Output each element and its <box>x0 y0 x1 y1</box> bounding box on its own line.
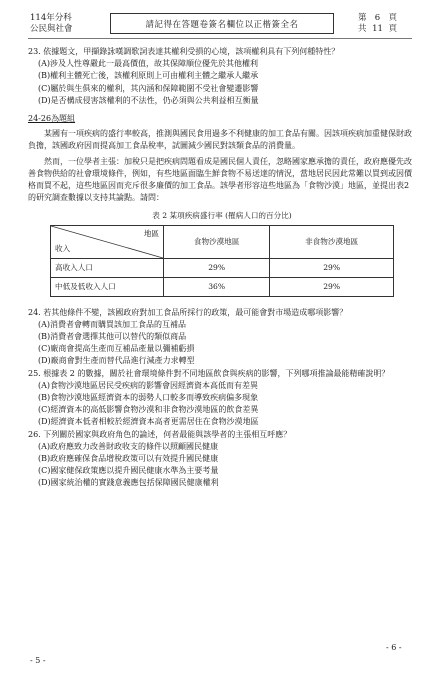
page-label-a: 第 <box>358 13 367 23</box>
page-label-b: 頁 <box>388 13 398 23</box>
table-title: 表 2 某項疾病盛行率 (罹病人口的百分比) <box>152 211 292 221</box>
row-label-high-income: 高收入人口 <box>51 258 164 277</box>
footer-page-left: - 5 - <box>30 656 46 665</box>
option-d: (D)廠商會對生產而替代品進行減產力求轉型 <box>38 356 195 366</box>
question-stem: 24. 若其他條件不變，該國政府對加工食品所採行的政策，最可能會對市場造成哪項影響？ <box>28 307 348 317</box>
group-heading: 24-26為題組 <box>28 114 76 124</box>
column-header-non-food-desert: 非食物沙漠地區 <box>270 225 394 258</box>
option-b: (B)政府應確保食品增稅政策可以有效提升國民健康 <box>38 454 219 464</box>
question-26 <box>28 429 416 490</box>
option-c: (C)經濟資本的高低影響食物沙漠和非食物沙漠地區的飲食差異 <box>38 405 259 415</box>
question-25 <box>28 368 416 429</box>
table-header-row <box>51 225 394 258</box>
option-b: (B)食物沙漠地區經濟資本的弱勢人口較多而導致疾病偏多現象 <box>38 393 259 403</box>
question-stem: 26. 下列關於國家與政府角色的論述，何者最能與該學者的主張相互呼應？ <box>28 429 292 439</box>
header-subject: 公民與社會 <box>30 24 73 34</box>
option-d: (D)是否構成侵害該權利的不法性，仍必須與公共利益相互衡量 <box>38 95 259 105</box>
page-number: 6 <box>374 13 381 23</box>
question-23 <box>28 46 416 107</box>
option-b: (B)消費者會選擇其他可以替代的類似商品 <box>38 332 187 342</box>
header-page-info <box>358 13 397 35</box>
option-d: (D)經濟資本低者相較於經濟資本高者更需居住在食物沙漠地區 <box>38 417 259 427</box>
table-corner-cell <box>51 225 164 258</box>
option-b: (B)權利主體死亡後，該權利原則上可由權利主體之繼承人繼承 <box>38 71 259 81</box>
group-paragraph-2: 然而，一位學者主張：加稅只是把疾病問題看成是國民個人責任，忽略國家應承擔的責任，政府應優先改善食物供給的社會環境條件，例如，有些地區面臨生鮮食物不易送達的情況，當地居民因此常難以買到或因價格而買不起，這些地區因而充斥很多廉價的加工食品。該學者形容這些地區為「食物沙漠」地區，並提出表2的研究調查數據以支持其論點。請問： <box>28 156 412 203</box>
header-subject-block <box>30 13 73 35</box>
total-label-a: 共 <box>358 24 367 34</box>
total-label-b: 頁 <box>388 24 398 34</box>
header-notice: 請記得在答題卷簽名欄位以正楷簽全名 <box>145 19 299 30</box>
question-stem: 25. 根據表 2 的數據，關於社會環境條件對不同地區飲食與疾病的影響，下列哪項推論最能精確說明？ <box>28 368 390 378</box>
option-a: (A)政府應致力改善財政收支的條件以照顧國民健康 <box>38 441 219 451</box>
header-year-subject: 114年分科 <box>30 13 72 23</box>
column-header-food-desert: 食物沙漠地區 <box>164 225 270 258</box>
footer-page-right: - 6 - <box>386 643 402 652</box>
corner-label-region: 地區 <box>143 228 159 238</box>
option-a: (A)食物沙漠地區居民受疾病的影響會因經濟資本高低而有差異 <box>38 380 259 390</box>
header-notice-box <box>110 13 334 34</box>
cell-value: 36% <box>164 277 270 296</box>
group-paragraph-1: 某國有一項疾病的盛行率較高，推測與國民食用過多不利健康的加工食品有關。因該項疾病加重健保財政負擔，該國政府因而提高加工食品稅率，試圖減少國民對該類食品的消費量。 <box>28 129 412 151</box>
cell-value: 29% <box>164 258 270 277</box>
table-row <box>51 258 394 277</box>
option-d: (D)國家統治權的實踐意義應包括保障國民健康權利 <box>38 478 219 488</box>
option-c: (C)廠商會提高生產而互補品產量以彌補虧損 <box>38 344 195 354</box>
cell-value: 29% <box>270 277 394 296</box>
option-c: (C)國家健保政策應以提升國民健康水準為主要考量 <box>38 466 219 476</box>
option-c: (C)屬於與生俱來的權利，其內涵和保障範圍不受社會變遷影響 <box>38 83 259 93</box>
option-a: (A)涉及人性尊嚴此一最高價值，故其保障順位優先於其他權利 <box>38 59 259 69</box>
header-divider <box>28 38 412 39</box>
prevalence-table <box>50 225 394 297</box>
row-label-low-income: 中低及低收入人口 <box>51 277 164 296</box>
option-a: (A)消費者會轉而購買該加工食品的互補品 <box>38 319 187 329</box>
total-pages: 11 <box>372 24 383 34</box>
question-group-24-26 <box>28 113 416 204</box>
content-area <box>28 46 416 490</box>
corner-label-income: 收入 <box>55 244 71 254</box>
table-row <box>51 277 394 296</box>
question-stem: 23. 依據題文，甲擷錄詠嘆調歌詞表達其權利受損的心境，該項權利具有下列何種特性？ <box>28 47 340 56</box>
cell-value: 29% <box>270 258 394 277</box>
question-24 <box>28 307 416 368</box>
